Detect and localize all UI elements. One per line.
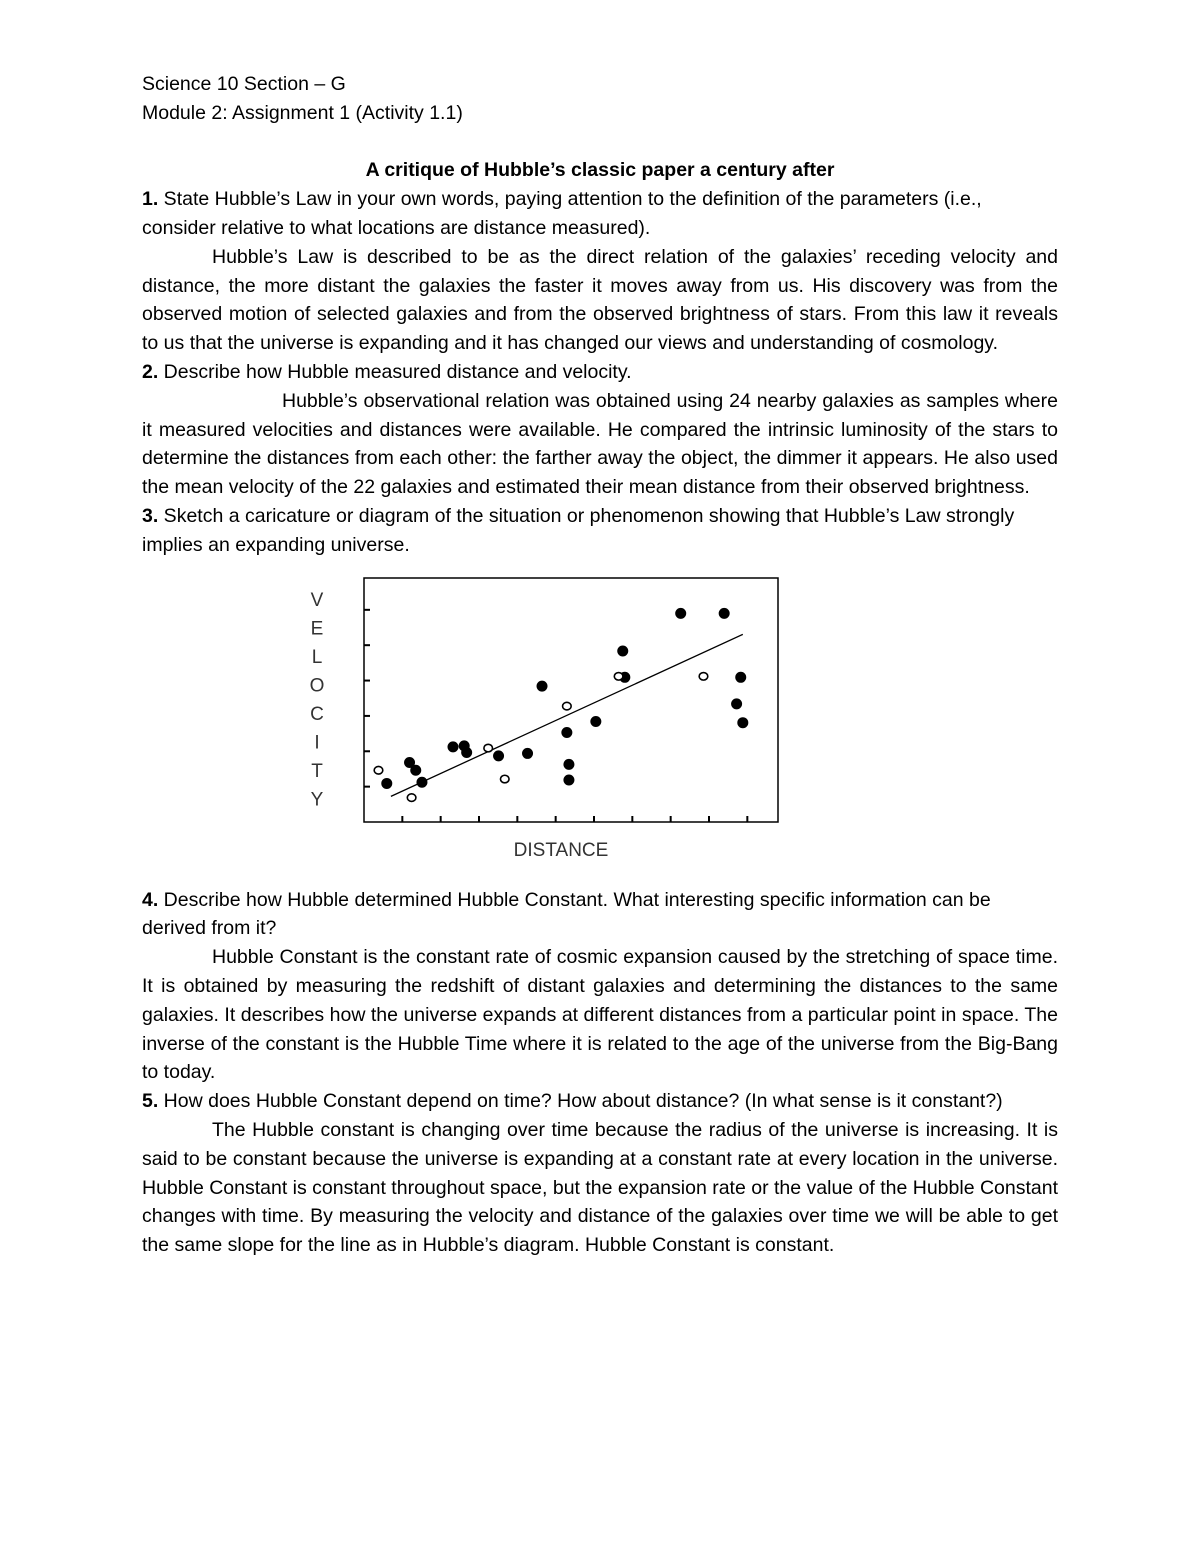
blank-line <box>142 128 1058 157</box>
filled-data-point <box>417 777 427 787</box>
axis-ticks <box>364 609 747 821</box>
answer-5: The Hubble constant is changing over time because the radius of the universe is increasing. It is said to be constant because the universe is expanding at a constant rate at every location in the universe. Hubble Constant is constant throughout space, but the expansion rate or the value of the Hubble Constant changes with time. By measuring the velocity and distance of the galaxies over time we will be able to get the same slope for the line as in Hubble’s diagram. Hubble Constant is constant. <box>142 1118 1059 1257</box>
module-header: Module 2: Assignment 1 (Activity 1.1) <box>142 101 463 124</box>
open-data-point <box>374 766 383 774</box>
question-5 <box>142 1087 1058 1116</box>
document-title: A critique of Hubble’s classic paper a century after <box>365 159 835 182</box>
filled-data-point <box>564 759 574 769</box>
y-axis-letter: T <box>311 760 323 782</box>
filled-data-point <box>591 716 601 726</box>
y-axis-letter: C <box>310 703 324 725</box>
question-text: State Hubble’s Law in your own words, paying attention to the definition of the parameters (i.e., consider relative to what locations are distance measured). <box>142 188 982 239</box>
filled-data-point <box>732 698 742 708</box>
question-number: 5. <box>142 1090 159 1113</box>
filled-data-point <box>462 747 472 757</box>
question-1 <box>142 185 1058 243</box>
question-number: 2. <box>142 360 159 383</box>
filled-data-point <box>618 646 628 656</box>
y-axis-letter: I <box>314 732 320 754</box>
filled-data-point <box>562 727 572 737</box>
open-data-point <box>484 744 493 752</box>
hubble-scatter-chart <box>142 572 1058 872</box>
trend-line <box>391 634 743 796</box>
filled-data-point <box>719 608 729 618</box>
filled-data-point <box>494 750 504 760</box>
hubble-diagram <box>142 572 1058 872</box>
data-points <box>374 608 748 801</box>
question-2 <box>142 358 1058 387</box>
question-text: Describe how Hubble determined Hubble Constant. What interesting specific information can be derived from it? <box>142 888 991 940</box>
answer-2: Hubble’s observational relation was obtained using 24 nearby galaxies as samples where it measured velocities and distances were available. He compared the intrinsic luminosity of the stars to determine the distances from each other: the farther away the object, the dimmer it appears. He also used the mean velocity of the 22 galaxies and estimated their mean distance from their observed brightness. <box>142 389 1058 499</box>
open-data-point <box>614 672 623 680</box>
open-data-point <box>407 793 416 801</box>
open-data-point <box>699 672 708 680</box>
filled-data-point <box>564 775 574 785</box>
filled-data-point <box>537 681 547 691</box>
question-number: 1. <box>142 188 159 211</box>
filled-data-point <box>736 672 746 682</box>
y-axis-letter: E <box>310 618 324 640</box>
x-axis-label: DISTANCE <box>513 839 609 861</box>
filled-data-point <box>738 717 748 727</box>
question-4 <box>142 886 1058 944</box>
y-axis-letter: O <box>309 675 325 697</box>
question-text: Describe how Hubble measured distance and velocity. <box>158 360 632 383</box>
question-3 <box>142 502 1058 560</box>
y-axis-label <box>310 590 325 811</box>
filled-data-point <box>382 778 392 788</box>
y-axis-letter: Y <box>310 789 324 811</box>
answer-4: Hubble Constant is the constant rate of cosmic expansion caused by the stretching of space time. It is obtained by measuring the redshift of distant galaxies and determining the distances to the same galaxies. It describes how the universe expands at different distances from a particular point in space. The inverse of the constant is the Hubble Time where it is related to the age of the universe from the Big-Bang to today. <box>142 946 1058 1084</box>
filled-data-point <box>523 748 533 758</box>
filled-data-point <box>448 741 458 751</box>
filled-data-point <box>676 608 686 618</box>
question-number: 3. <box>142 504 159 527</box>
open-data-point <box>500 775 509 783</box>
course-header: Science 10 Section – G <box>142 73 346 95</box>
question-text: Sketch a caricature or diagram of the situation or phenomenon showing that Hubble’s Law strongly implies an expanding universe. <box>142 504 1015 556</box>
question-text: How does Hubble Constant depend on time? How about distance? (In what sense is it constant?) <box>158 1090 1003 1113</box>
document-page <box>142 70 1058 1260</box>
y-axis-letter: L <box>311 646 323 668</box>
filled-data-point <box>411 765 421 775</box>
answer-1: Hubble’s Law is described to be as the direct relation of the galaxies’ receding velocity and distance, the more distant the galaxies the faster it moves away from us. His discovery was from the observed motion of selected galaxies and from the observed brightness of stars. From this law it reveals to us that the universe is expanding and it has changed our views and understanding of cosmology. <box>142 245 1058 355</box>
question-number: 4. <box>142 888 159 911</box>
open-data-point <box>563 702 572 710</box>
y-axis-letter: V <box>310 589 324 611</box>
